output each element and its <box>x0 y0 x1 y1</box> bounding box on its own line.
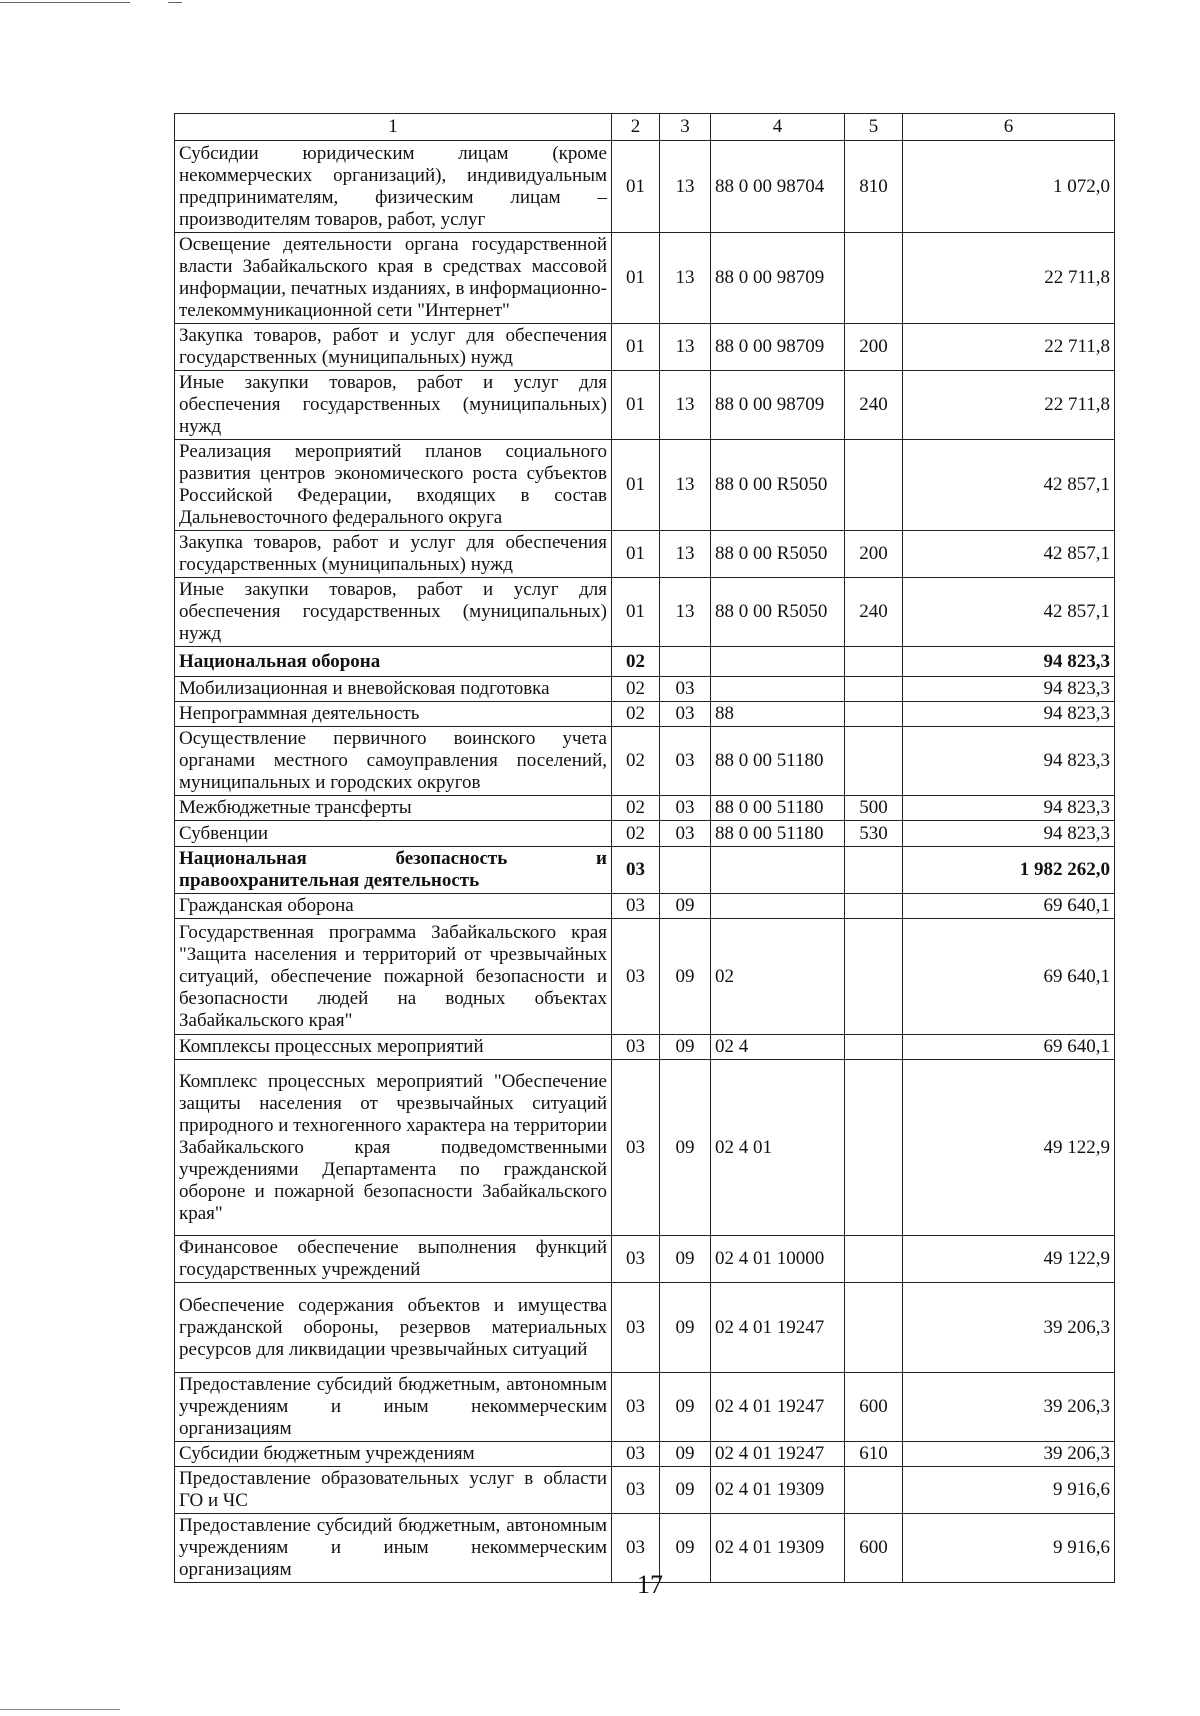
table-row <box>175 821 1115 847</box>
cell-subsection: 13 <box>660 578 711 647</box>
cell-name: Реализация мероприятий планов социального развития центров экономического роста субъектов Российской Федерации, входящих в состав Дальневосточного федерального округа <box>175 440 612 531</box>
cell-target-code: 02 <box>711 919 845 1035</box>
cell-section: 03 <box>612 1060 660 1236</box>
cell-name: Субсидии бюджетным учреждениям <box>175 1442 612 1467</box>
cell-section: 03 <box>612 919 660 1035</box>
cell-subsection <box>660 647 711 677</box>
cell-target-code: 02 4 01 19309 <box>711 1467 845 1514</box>
table-row <box>175 324 1115 371</box>
cell-amount: 9 916,6 <box>903 1467 1115 1514</box>
cell-amount: 1 072,0 <box>903 141 1115 233</box>
cell-amount: 9 916,6 <box>903 1514 1115 1583</box>
table-row <box>175 1236 1115 1283</box>
cell-name: Мобилизационная и вневойсковая подготовка <box>175 677 612 702</box>
cell-target-code: 88 0 00 R5050 <box>711 440 845 531</box>
cell-name: Осуществление первичного воинского учета органами местного самоуправления поселений, муниципальных и городских округов <box>175 727 612 796</box>
cell-target-code: 88 0 00 51180 <box>711 727 845 796</box>
cell-subsection: 03 <box>660 677 711 702</box>
cell-amount: 49 122,9 <box>903 1236 1115 1283</box>
cell-subsection: 13 <box>660 371 711 440</box>
cell-expense-type: 600 <box>845 1514 903 1583</box>
cell-section: 02 <box>612 821 660 847</box>
table-row <box>175 371 1115 440</box>
cell-expense-type <box>845 702 903 727</box>
cell-expense-type <box>845 1467 903 1514</box>
cell-name: Обеспечение содержания объектов и имущества гражданской обороны, резервов материальных ресурсов для ликвидации чрезвычайных ситуаций <box>175 1283 612 1373</box>
cell-subsection: 13 <box>660 233 711 324</box>
cell-amount: 39 206,3 <box>903 1283 1115 1373</box>
table-row <box>175 531 1115 578</box>
cell-amount: 39 206,3 <box>903 1442 1115 1467</box>
header-row <box>175 114 1115 141</box>
cell-section: 03 <box>612 847 660 894</box>
cell-expense-type: 600 <box>845 1373 903 1442</box>
cell-amount: 94 823,3 <box>903 796 1115 821</box>
cell-subsection: 03 <box>660 702 711 727</box>
cell-target-code: 88 0 00 R5050 <box>711 578 845 647</box>
cell-amount: 42 857,1 <box>903 440 1115 531</box>
cell-expense-type <box>845 727 903 796</box>
scan-edge-line-bottom <box>0 1709 120 1710</box>
cell-subsection: 03 <box>660 796 711 821</box>
cell-amount: 94 823,3 <box>903 821 1115 847</box>
table-row <box>175 727 1115 796</box>
scan-edge-line <box>0 2 130 3</box>
cell-name: Предоставление субсидий бюджетным, автономным учреждениям и иным некоммерческим организациям <box>175 1514 612 1583</box>
cell-expense-type: 240 <box>845 371 903 440</box>
cell-expense-type <box>845 847 903 894</box>
cell-name: Непрограммная деятельность <box>175 702 612 727</box>
cell-subsection: 03 <box>660 727 711 796</box>
table-row <box>175 702 1115 727</box>
table-row <box>175 1035 1115 1060</box>
cell-subsection: 09 <box>660 919 711 1035</box>
cell-expense-type: 530 <box>845 821 903 847</box>
cell-amount: 69 640,1 <box>903 919 1115 1035</box>
cell-subsection: 09 <box>660 1283 711 1373</box>
cell-expense-type <box>845 1236 903 1283</box>
cell-expense-type <box>845 1060 903 1236</box>
cell-subsection: 09 <box>660 894 711 919</box>
cell-target-code: 02 4 01 19309 <box>711 1514 845 1583</box>
page-number: 17 <box>637 1570 663 1599</box>
header-col-4: 4 <box>711 114 845 141</box>
cell-section: 03 <box>612 1373 660 1442</box>
table-row <box>175 677 1115 702</box>
cell-name: Государственная программа Забайкальского края "Защита населения и территорий от чрезвычайных ситуаций, обеспечение пожарной безопасности и безопасности людей на водных объектах Забайкальского края" <box>175 919 612 1035</box>
table-row <box>175 796 1115 821</box>
cell-subsection: 09 <box>660 1514 711 1583</box>
cell-name: Предоставление образовательных услуг в области ГО и ЧС <box>175 1467 612 1514</box>
cell-name: Национальная оборона <box>175 647 612 677</box>
cell-name: Закупка товаров, работ и услуг для обеспечения государственных (муниципальных) нужд <box>175 531 612 578</box>
cell-subsection: 09 <box>660 1442 711 1467</box>
cell-section: 01 <box>612 141 660 233</box>
cell-name: Гражданская оборона <box>175 894 612 919</box>
cell-name: Закупка товаров, работ и услуг для обеспечения государственных (муниципальных) нужд <box>175 324 612 371</box>
cell-target-code <box>711 677 845 702</box>
cell-name: Предоставление субсидий бюджетным, автономным учреждениям и иным некоммерческим организациям <box>175 1373 612 1442</box>
cell-subsection <box>660 847 711 894</box>
header-col-2: 2 <box>612 114 660 141</box>
cell-subsection: 09 <box>660 1467 711 1514</box>
cell-expense-type: 240 <box>845 578 903 647</box>
cell-target-code: 88 0 00 98704 <box>711 141 845 233</box>
cell-expense-type: 200 <box>845 324 903 371</box>
cell-section: 02 <box>612 677 660 702</box>
header-col-3: 3 <box>660 114 711 141</box>
table-row <box>175 1060 1115 1236</box>
cell-target-code: 88 0 00 R5050 <box>711 531 845 578</box>
table-row <box>175 1467 1115 1514</box>
cell-amount: 39 206,3 <box>903 1373 1115 1442</box>
table-row <box>175 233 1115 324</box>
cell-section: 02 <box>612 727 660 796</box>
cell-name: Освещение деятельности органа государственной власти Забайкальского края в средствах массовой информации, печатных изданиях, в информационно-телекоммуникационной сети "Интернет" <box>175 233 612 324</box>
cell-amount: 49 122,9 <box>903 1060 1115 1236</box>
cell-expense-type <box>845 1035 903 1060</box>
cell-expense-type <box>845 894 903 919</box>
table-row <box>175 578 1115 647</box>
table-row <box>175 141 1115 233</box>
cell-name: Финансовое обеспечение выполнения функций государственных учреждений <box>175 1236 612 1283</box>
cell-subsection: 09 <box>660 1060 711 1236</box>
cell-name: Комплекс процессных мероприятий "Обеспечение защиты населения от чрезвычайных ситуаций природного и техногенного характера на территории Забайкальского края подведомственными учреждениями Департамента по гражданской обороне и пожарной безопасности Забайкальского края" <box>175 1060 612 1236</box>
cell-section: 03 <box>612 1467 660 1514</box>
cell-expense-type: 200 <box>845 531 903 578</box>
cell-expense-type <box>845 919 903 1035</box>
table-row <box>175 1283 1115 1373</box>
cell-expense-type <box>845 440 903 531</box>
cell-section: 03 <box>612 1035 660 1060</box>
cell-name: Иные закупки товаров, работ и услуг для обеспечения государственных (муниципальных) нужд <box>175 371 612 440</box>
cell-expense-type <box>845 677 903 702</box>
cell-target-code: 88 0 00 51180 <box>711 821 845 847</box>
cell-amount: 22 711,8 <box>903 371 1115 440</box>
table-row <box>175 1442 1115 1467</box>
cell-amount: 94 823,3 <box>903 702 1115 727</box>
table-body <box>175 141 1115 1583</box>
cell-amount: 22 711,8 <box>903 233 1115 324</box>
cell-name: Субсидии юридическим лицам (кроме некоммерческих организаций), индивидуальным предпринимателям, физическим лицам – производителям товаров, работ, услуг <box>175 141 612 233</box>
cell-amount: 42 857,1 <box>903 578 1115 647</box>
cell-amount: 22 711,8 <box>903 324 1115 371</box>
cell-amount: 42 857,1 <box>903 531 1115 578</box>
cell-section: 01 <box>612 233 660 324</box>
cell-target-code: 88 0 00 98709 <box>711 233 845 324</box>
cell-target-code: 88 <box>711 702 845 727</box>
cell-section: 03 <box>612 1442 660 1467</box>
table-row <box>175 647 1115 677</box>
cell-expense-type <box>845 233 903 324</box>
cell-expense-type: 500 <box>845 796 903 821</box>
cell-subsection: 03 <box>660 821 711 847</box>
cell-target-code: 02 4 01 19247 <box>711 1442 845 1467</box>
cell-amount: 94 823,3 <box>903 647 1115 677</box>
cell-section: 01 <box>612 578 660 647</box>
cell-section: 03 <box>612 1514 660 1583</box>
cell-section: 03 <box>612 1236 660 1283</box>
cell-name: Национальная безопасность и правоохранительная деятельность <box>175 847 612 894</box>
cell-section: 01 <box>612 371 660 440</box>
table-row <box>175 894 1115 919</box>
cell-target-code: 02 4 01 19247 <box>711 1283 845 1373</box>
cell-expense-type: 610 <box>845 1442 903 1467</box>
cell-subsection: 13 <box>660 141 711 233</box>
cell-target-code: 02 4 01 10000 <box>711 1236 845 1283</box>
table-row <box>175 440 1115 531</box>
cell-section: 03 <box>612 894 660 919</box>
cell-target-code: 02 4 01 <box>711 1060 845 1236</box>
cell-subsection: 09 <box>660 1373 711 1442</box>
cell-expense-type: 810 <box>845 141 903 233</box>
cell-name: Субвенции <box>175 821 612 847</box>
cell-subsection: 13 <box>660 531 711 578</box>
header-col-6: 6 <box>903 114 1115 141</box>
scan-edge-mark <box>168 2 182 3</box>
cell-subsection: 09 <box>660 1236 711 1283</box>
header-col-5: 5 <box>845 114 903 141</box>
budget-table <box>174 113 1115 1583</box>
cell-section: 02 <box>612 702 660 727</box>
cell-target-code: 88 0 00 98709 <box>711 371 845 440</box>
cell-name: Иные закупки товаров, работ и услуг для обеспечения государственных (муниципальных) нужд <box>175 578 612 647</box>
cell-expense-type <box>845 647 903 677</box>
cell-target-code: 02 4 01 19247 <box>711 1373 845 1442</box>
cell-target-code: 88 0 00 98709 <box>711 324 845 371</box>
cell-name: Межбюджетные трансферты <box>175 796 612 821</box>
table-row <box>175 919 1115 1035</box>
cell-section: 03 <box>612 1283 660 1373</box>
cell-section: 02 <box>612 796 660 821</box>
table-row <box>175 847 1115 894</box>
cell-target-code <box>711 647 845 677</box>
cell-subsection: 09 <box>660 1035 711 1060</box>
cell-amount: 94 823,3 <box>903 727 1115 796</box>
cell-name: Комплексы процессных мероприятий <box>175 1035 612 1060</box>
cell-target-code: 88 0 00 51180 <box>711 796 845 821</box>
cell-subsection: 13 <box>660 324 711 371</box>
header-col-1: 1 <box>175 114 612 141</box>
cell-section: 02 <box>612 647 660 677</box>
cell-expense-type <box>845 1283 903 1373</box>
cell-target-code: 02 4 <box>711 1035 845 1060</box>
cell-section: 01 <box>612 440 660 531</box>
cell-target-code <box>711 847 845 894</box>
table-row <box>175 1373 1115 1442</box>
cell-section: 01 <box>612 324 660 371</box>
cell-amount: 1 982 262,0 <box>903 847 1115 894</box>
cell-target-code <box>711 894 845 919</box>
cell-amount: 69 640,1 <box>903 894 1115 919</box>
cell-amount: 69 640,1 <box>903 1035 1115 1060</box>
cell-section: 01 <box>612 531 660 578</box>
cell-amount: 94 823,3 <box>903 677 1115 702</box>
cell-subsection: 13 <box>660 440 711 531</box>
